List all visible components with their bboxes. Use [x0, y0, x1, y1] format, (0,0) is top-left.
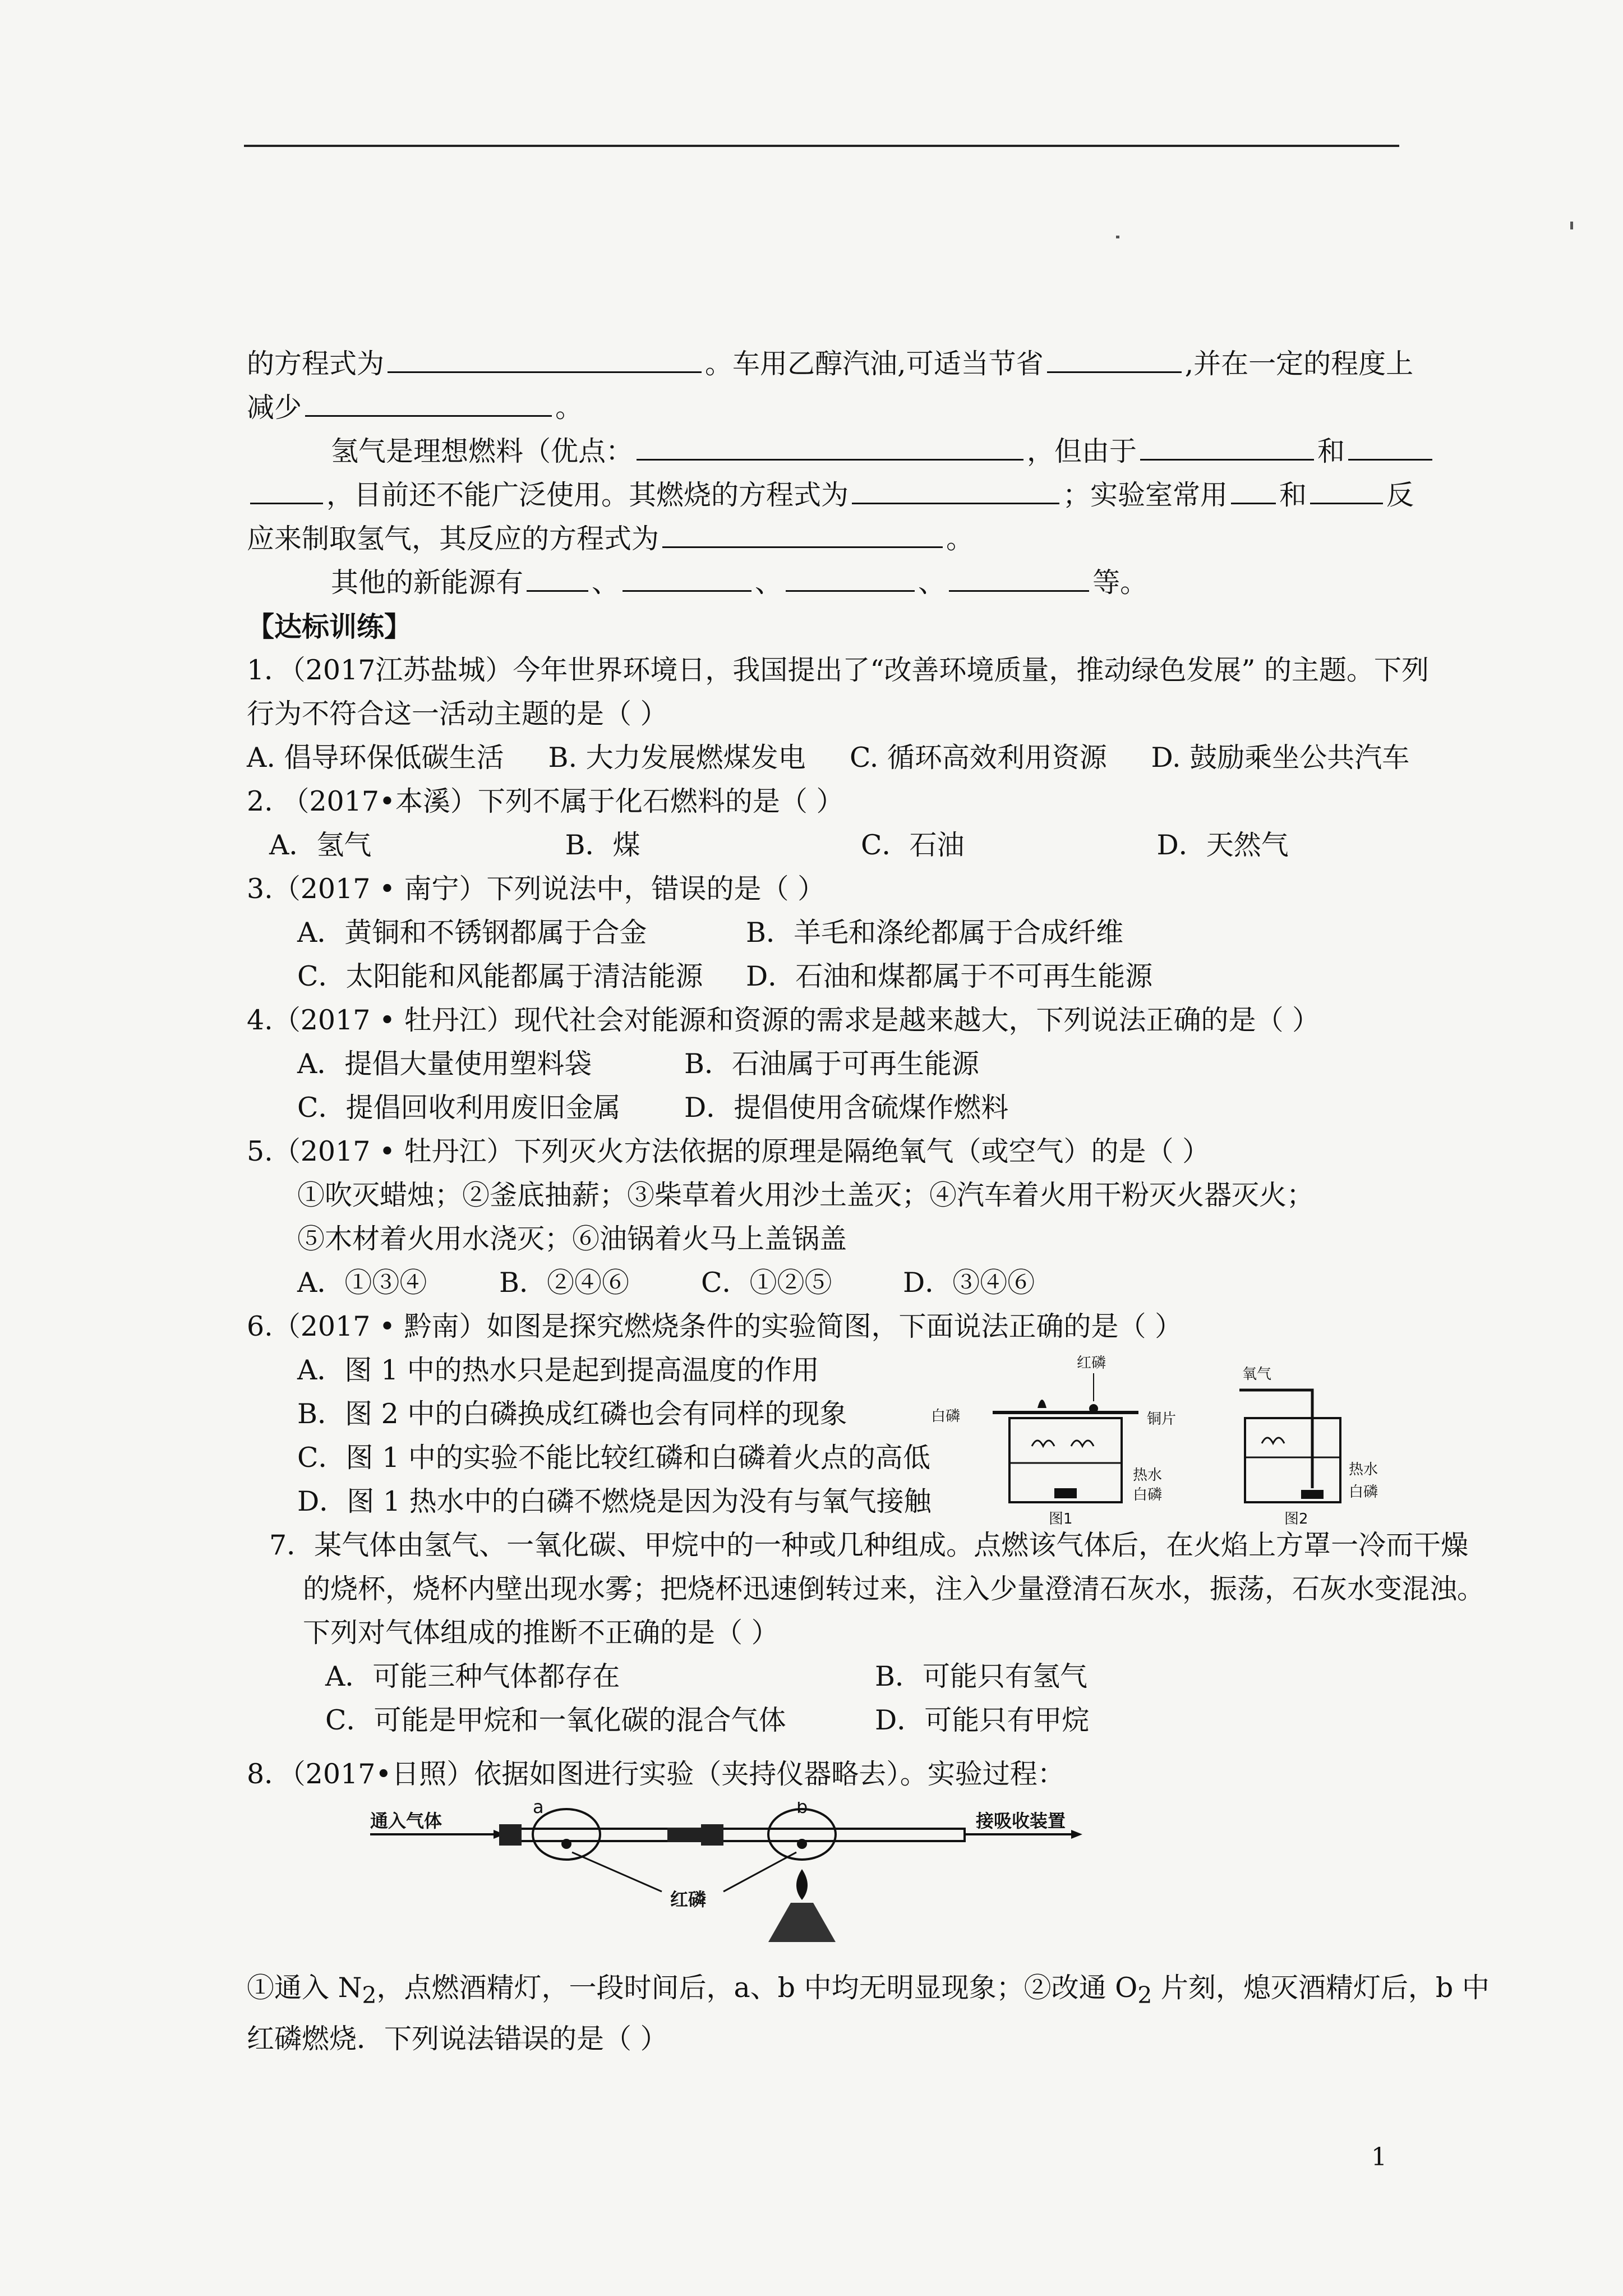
process-text: ，点燃酒精灯，一段时间后，a、b 中均无明显现象；②改通 O	[376, 1972, 1138, 2004]
question-1-stem-cont: 行为不符合这一活动主题的是（ ）	[247, 698, 668, 730]
stopper	[499, 1824, 522, 1846]
new-energy-line	[247, 561, 1453, 605]
question-4-stem: 4.（2017 • 牡丹江）现代社会对能源和资源的需求是越来越大，下列说法正确的是（ ）	[247, 1004, 1320, 1036]
answer-blank[interactable]	[637, 436, 1023, 461]
question-8-stem: 8．（2017•日照）依据如图进行实验（夹持仪器略去）。实验过程：	[247, 1758, 1065, 1790]
option-a[interactable]: A．氢气	[269, 829, 372, 861]
leader-line	[723, 1852, 796, 1892]
option-b[interactable]: B．图 2 中的白磷换成红磷也会有同样的现象	[297, 1398, 847, 1430]
question-6-body	[247, 1349, 1453, 1527]
question-7-stem-cont: 的烧杯，烧杯内壁出现水雾；把烧杯迅速倒转过来，注入少量澄清石灰水，振荡，石灰水变混浊。	[303, 1573, 1485, 1605]
question-8-stem-end: 红磷燃烧．下列说法错误的是（ ）	[247, 2022, 668, 2055]
answer-blank[interactable]	[1231, 480, 1276, 504]
worksheet-body	[247, 342, 1490, 2061]
intro-text: 。	[555, 392, 583, 424]
figure-1-caption: 图1	[1049, 1511, 1073, 1527]
question-1-options	[247, 736, 1453, 780]
subscript: 2	[362, 1981, 377, 2009]
answer-blank[interactable]	[388, 349, 702, 373]
scan-speck	[449, 2042, 550, 2044]
question-1-stem: 1．（2017江苏盐城）今年世界环境日，我国提出了“改善环境质量，推动绿色发展” 的主题。下列	[247, 654, 1430, 686]
scan-speck	[1116, 236, 1119, 238]
label-hot-water: 热水	[1349, 1461, 1378, 1478]
label-white-phosphorus: 白磷	[1133, 1487, 1163, 1503]
option-d[interactable]: D．天然气	[1156, 829, 1289, 861]
question-5-stem-cont: ①吹灭蜡烛；②釜底抽薪；③柴草着火用沙土盖灭；④汽车着火用干粉灭火器灭火；	[297, 1179, 1315, 1211]
label-a: a	[533, 1802, 544, 1818]
option-d[interactable]: D．提倡使用含硫煤作燃料	[684, 1092, 1009, 1124]
subscript: 2	[1137, 1981, 1152, 2009]
intro-text: 等。	[1092, 567, 1148, 599]
leader-line	[572, 1852, 662, 1892]
intro-text: 和	[1317, 435, 1345, 467]
answer-blank[interactable]	[305, 393, 552, 417]
option-c[interactable]: C．图 1 中的实验不能比较红磷和白磷着火点的高低	[297, 1442, 930, 1474]
answer-blank[interactable]	[527, 568, 588, 592]
question-3-options	[247, 911, 1453, 999]
answer-blank[interactable]	[623, 568, 751, 592]
option-d[interactable]: D．③④⑥	[903, 1267, 1035, 1299]
option-c[interactable]: C．太阳能和风能都属于清洁能源	[297, 960, 703, 992]
hydrogen-line-1	[247, 430, 1453, 473]
option-d[interactable]: D. 鼓励乘坐公共汽车	[1151, 742, 1410, 774]
question-5-stem-cont: ⑤木材着火用水浇灭；⑥油锅着火马上盖锅盖	[297, 1223, 847, 1255]
label-red-phosphorus: 红磷	[1077, 1355, 1106, 1372]
answer-blank[interactable]	[1140, 436, 1314, 461]
intro-text: 、	[755, 567, 783, 599]
option-a[interactable]: A．①③④	[297, 1267, 427, 1299]
question-4-options	[247, 1042, 1453, 1130]
option-a[interactable]: A．可能三种气体都存在	[325, 1660, 620, 1692]
phosphorus-tube-figure	[365, 1802, 1094, 1942]
option-c[interactable]: C．石油	[861, 829, 965, 861]
question-7-stem: 7．某气体由氢气、一氧化碳、甲烷中的一种或几种组成。点燃该气体后，在火焰上方罩一冷而干燥	[269, 1529, 1469, 1561]
header-rule	[244, 145, 1399, 147]
question-7-stem-cont: 下列对气体组成的推断不正确的是（ ）	[303, 1617, 779, 1649]
intro-text: ，目前还不能广泛使用。其燃烧的方程式为	[326, 479, 849, 511]
steam-icon	[1262, 1438, 1284, 1443]
intro-text: ，但由于	[1027, 435, 1137, 467]
option-b[interactable]: B．可能只有氢气	[875, 1660, 1088, 1692]
figure-2-caption: 图2	[1284, 1511, 1308, 1527]
option-c[interactable]: C．①②⑤	[701, 1267, 832, 1299]
answer-blank[interactable]	[662, 524, 943, 548]
label-red-phosphorus: 红磷	[670, 1889, 707, 1910]
intro-text: 。车用乙醇汽油,可适当节省	[705, 348, 1044, 380]
hydrogen-line-3	[247, 517, 1453, 561]
intro-text: ；实验室常用	[1063, 479, 1228, 511]
white-phosphorus-icon	[1054, 1488, 1077, 1498]
label-b: b	[796, 1802, 808, 1818]
option-a[interactable]: A．提倡大量使用塑料袋	[297, 1048, 592, 1080]
label-absorber: 接吸收装置	[976, 1810, 1066, 1832]
label-white-phosphorus: 白磷	[1349, 1484, 1378, 1501]
question-6-stem: 6.（2017 • 黔南）如图是探究燃烧条件的实验简图，下面说法正确的是（ ）	[247, 1310, 1183, 1342]
option-b[interactable]: B．石油属于可再生能源	[684, 1048, 980, 1080]
question-5-stem: 5.（2017 • 牡丹江）下列灭火方法依据的原理是隔绝氧气（或空气）的是（ ）	[247, 1135, 1210, 1167]
intro-text: 。	[946, 523, 974, 555]
intro-line-2	[247, 386, 1453, 430]
intro-text: 、	[592, 567, 620, 599]
question-2-stem: 2. （2017•本溪）下列不属于化石燃料的是（ ）	[247, 785, 844, 817]
question-5-options	[247, 1261, 1453, 1305]
label-copper-sheet: 铜片	[1147, 1411, 1177, 1428]
glass-tube	[505, 1829, 965, 1841]
flame-icon	[796, 1869, 808, 1900]
red-phosphorus-icon	[561, 1839, 571, 1849]
intro-text: 、	[918, 567, 946, 599]
combustion-experiment-figure	[925, 1345, 1430, 1530]
option-b[interactable]: B．羊毛和涤纶都属于合成纤维	[746, 917, 1124, 949]
section-title: 【达标训练】	[247, 610, 412, 643]
answer-blank[interactable]	[1047, 349, 1182, 373]
intro-text: 的方程式为	[247, 348, 385, 380]
option-d[interactable]: D．图 1 热水中的白磷不燃烧是因为没有与氧气接触	[297, 1485, 932, 1517]
answer-blank[interactable]	[1310, 480, 1383, 504]
answer-blank[interactable]	[1348, 436, 1432, 461]
option-b[interactable]: B．②④⑥	[499, 1267, 630, 1299]
label-oxygen: 氧气	[1242, 1366, 1272, 1383]
intro-text: 反	[1386, 479, 1414, 511]
option-c[interactable]: C．提倡回收利用废旧金属	[297, 1092, 621, 1124]
option-b[interactable]: B．煤	[565, 829, 640, 861]
answer-blank[interactable]	[949, 568, 1089, 592]
process-text: ①通入 N	[247, 1972, 362, 2004]
question-7-options	[247, 1655, 1453, 1742]
intro-text: 应来制取氢气，其反应的方程式为	[247, 523, 660, 555]
flame-icon	[1038, 1400, 1046, 1408]
option-a[interactable]: A．黄铜和不锈钢都属于合金	[297, 917, 647, 949]
intro-line-1	[247, 342, 1453, 386]
option-d[interactable]: D．石油和煤都属于不可再生能源	[746, 960, 1153, 992]
question-3-stem: 3.（2017 • 南宁）下列说法中，错误的是（ ）	[247, 873, 826, 905]
option-d[interactable]: D．可能只有甲烷	[875, 1704, 1090, 1736]
answer-blank[interactable]	[786, 568, 915, 592]
stopper	[701, 1824, 723, 1846]
intro-text: 氢气是理想燃料（优点：	[331, 435, 634, 467]
intro-text: 减少	[247, 392, 302, 424]
answer-blank[interactable]	[250, 480, 323, 504]
option-b[interactable]: B. 大力发展燃煤发电	[548, 742, 806, 774]
answer-blank[interactable]	[852, 480, 1059, 504]
intro-text: 和	[1279, 479, 1307, 511]
red-phosphorus-icon	[797, 1839, 807, 1849]
label-hot-water: 热水	[1133, 1467, 1163, 1484]
question-2-options	[247, 823, 1453, 867]
intro-text: 其他的新能源有	[331, 567, 524, 599]
alcohol-lamp-icon	[768, 1903, 836, 1942]
process-text: 片刻，熄灭酒精灯后，b 中	[1152, 1972, 1490, 2004]
scan-speck	[1570, 222, 1573, 229]
arrow-head-icon	[1071, 1830, 1082, 1839]
option-c[interactable]: C．可能是甲烷和一氧化碳的混合气体	[325, 1704, 786, 1736]
label-white-phosphorus: 白磷	[931, 1408, 961, 1425]
intro-text: ,并在一定的程度上	[1184, 348, 1414, 380]
white-phosphorus-icon	[1301, 1490, 1324, 1499]
hydrogen-line-2	[247, 473, 1453, 517]
option-a[interactable]: A. 倡导环保低碳生活	[247, 742, 504, 774]
steam-icon	[1032, 1441, 1094, 1446]
option-a[interactable]: A．图 1 中的热水只是起到提高温度的作用	[297, 1354, 819, 1386]
figure-1	[931, 1355, 1176, 1527]
question-8-process	[247, 1966, 1490, 2017]
red-phosphorus-icon	[1089, 1404, 1098, 1413]
option-c[interactable]: C. 循环高效利用资源	[850, 742, 1107, 774]
label-gas-inlet: 通入气体	[370, 1810, 442, 1832]
figure-2	[1239, 1366, 1378, 1527]
page-number: 1	[1371, 2143, 1387, 2171]
beaker	[1245, 1418, 1340, 1502]
